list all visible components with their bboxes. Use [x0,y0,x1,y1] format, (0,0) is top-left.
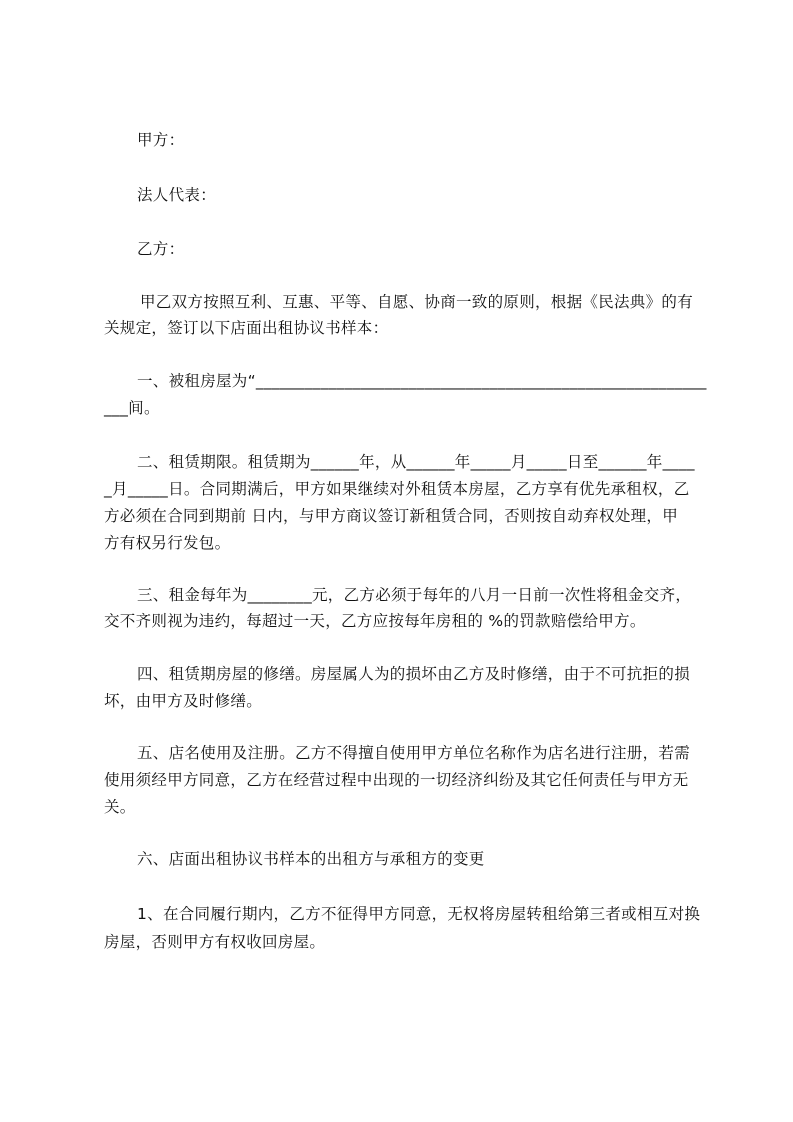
clause-1-line-2: ___间。 [104,399,160,417]
party-b-label: 乙方： [137,240,185,258]
clause-2-line-1: 二、租赁期限。租赁期为______年，从______年_____月_____日至______年____ [137,453,695,471]
clause-5-line-1: 五、店名使用及注册。乙方不得擅自使用甲方单位名称作为店名进行注册，若需 [137,744,691,762]
intro-paragraph-line-1: 甲乙双方按照互利、互惠、平等、自愿、协商一致的原则，根据《民法典》的有 [140,293,694,311]
clause-6-heading: 六、店面出租协议书样本的出租方与承租方的变更 [137,850,485,868]
clause-2-line-4: 方有权另行发包。 [104,534,231,552]
clause-3-line-1: 三、租金每年为________元，乙方必须于每年的八月一日前一次性将租金交齐， [137,586,692,604]
clause-6-item-1-line-1: 1、在合同履行期内，乙方不征得甲方同意，无权将房屋转租给第三者或相互对换 [137,905,701,923]
party-a-label: 甲方： [137,131,185,149]
clause-4-line-2: 坏，由甲方及时修缮。 [104,692,263,710]
clause-1-line-1: 一、被租房屋为“________________________________________________________ [137,372,707,390]
clause-2-line-2: _月_____日。合同期满后，甲方如果继续对外租赁本房屋，乙方享有优先承租权，乙 [104,480,690,498]
intro-paragraph-line-2: 关规定，签订以下店面出租协议书样本： [104,319,389,337]
clause-6-item-1-line-2: 房屋，否则甲方有权收回房屋。 [104,933,326,951]
clause-5-line-3: 关。 [104,798,136,816]
legal-representative-label: 法人代表： [137,186,217,204]
clause-4-line-1: 四、租赁期房屋的修缮。房屋属人为的损坏由乙方及时修缮，由于不可抗拒的损 [137,665,691,683]
clause-5-line-2: 使用须经甲方同意，乙方在经营过程中出现的一切经济纠纷及其它任何责任与甲方无 [104,771,689,789]
clause-3-line-2: 交不齐则视为违约，每超过一天，乙方应按每年房租的 %的罚款赔偿给甲方。 [104,612,646,630]
clause-2-line-3: 方必须在合同到期前 日内，与甲方商议签订新租赁合同，否则按自动弃权处理，甲 [104,507,679,525]
